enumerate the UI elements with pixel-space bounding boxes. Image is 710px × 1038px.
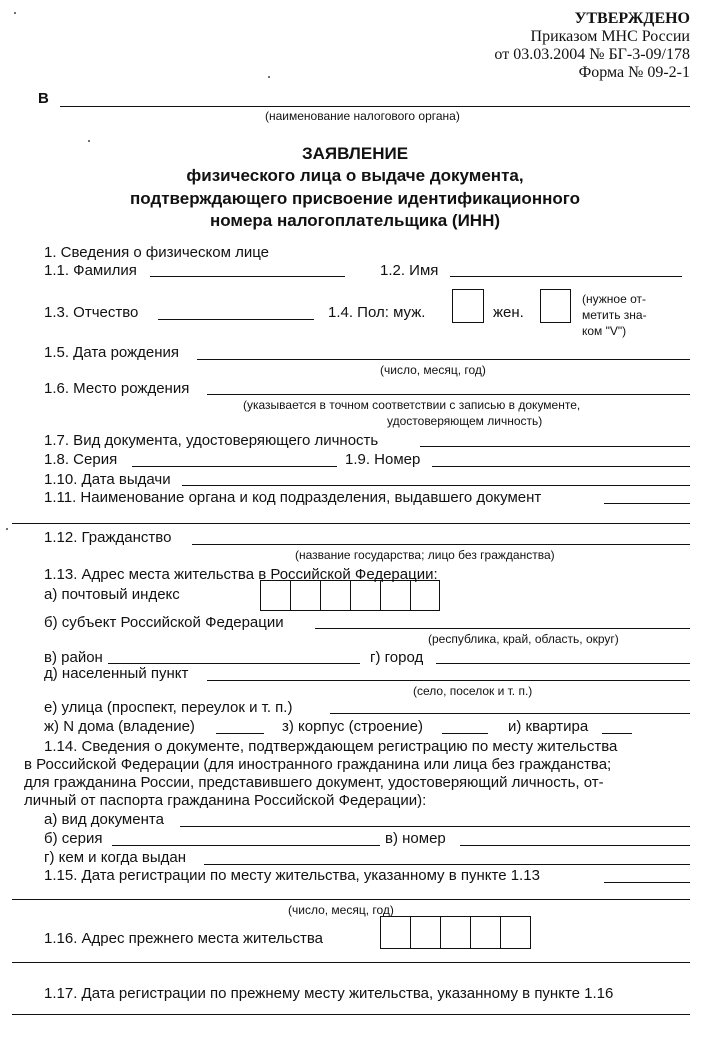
sex-note-1: (нужное от- <box>582 292 646 306</box>
district-field[interactable] <box>108 663 360 664</box>
house-label: ж) N дома (владение) <box>44 718 195 735</box>
prev-address-label: 1.16. Адрес прежнего места жительства <box>44 930 323 947</box>
sex-note-2: метить зна- <box>582 308 647 322</box>
reg-doc-number-field[interactable] <box>460 845 690 846</box>
sex-label: 1.4. Пол: муж. <box>328 304 426 321</box>
scan-speck <box>6 528 8 530</box>
flat-field[interactable] <box>602 733 632 734</box>
city-field[interactable] <box>436 663 690 664</box>
reg-doc-text-2: в Российской Федерации (для иностранного гражданина или лица без гражданства; <box>24 756 612 773</box>
prev-postcode-cell-divider <box>440 917 441 948</box>
locality-label: д) населенный пункт <box>44 665 189 682</box>
prev-reg-date-field[interactable] <box>12 1014 690 1015</box>
form-number: Форма № 09-2-1 <box>578 64 690 81</box>
building-label: з) корпус (строение) <box>282 718 423 735</box>
city-label: г) город <box>370 649 424 666</box>
number-label: 1.9. Номер <box>345 451 421 468</box>
series-label: 1.8. Серия <box>44 451 118 468</box>
building-field[interactable] <box>442 733 488 734</box>
citizenship-caption: (название государства; лицо без гражданства) <box>295 548 555 562</box>
document-subtitle-2: подтверждающего присвоение идентификационного <box>130 189 580 208</box>
document-subtitle-3: номера налогоплательщика (ИНН) <box>209 211 501 230</box>
address-title: 1.13. Адрес места жительства в Российской Федерации: <box>44 566 438 583</box>
issue-date-field[interactable] <box>182 485 690 486</box>
subject-field[interactable] <box>315 628 690 629</box>
postcode-cell-divider <box>410 581 411 610</box>
postcode-cell-divider <box>320 581 321 610</box>
document-title: ЗАЯВЛЕНИЕ <box>301 144 409 163</box>
house-field[interactable] <box>216 733 264 734</box>
female-checkbox[interactable] <box>540 289 571 323</box>
prev-address-field[interactable] <box>12 962 690 963</box>
female-label: жен. <box>493 304 524 321</box>
birth-date-field[interactable] <box>197 359 690 360</box>
approval-stamp: УТВЕРЖДЕНО <box>574 10 690 27</box>
subject-caption: (республика, край, область, округ) <box>428 632 619 646</box>
reg-doc-series-label: б) серия <box>44 830 103 847</box>
citizenship-label: 1.12. Гражданство <box>44 529 172 546</box>
reg-doc-text-3: для гражданина России, представившего документ, удостоверяющий личность, от- <box>24 774 604 791</box>
tax-authority-field[interactable] <box>60 106 690 107</box>
birth-place-caption-1: (указывается в точном соответствии с записью в документе, <box>243 398 581 412</box>
reg-date-field-cont[interactable] <box>12 899 690 900</box>
approval-order: Приказом МНС России <box>530 28 690 45</box>
issuer-field-cont[interactable] <box>12 523 690 524</box>
birth-place-field[interactable] <box>207 394 690 395</box>
subject-label: б) субъект Российской Федерации <box>44 614 284 631</box>
tax-authority-caption: (наименование налогового органа) <box>265 109 460 123</box>
number-field[interactable] <box>432 466 690 467</box>
birth-date-caption: (число, месяц, год) <box>380 363 486 377</box>
issue-date-label: 1.10. Дата выдачи <box>44 471 171 488</box>
prev-postcode-cell-divider <box>410 917 411 948</box>
reg-doc-issued-field[interactable] <box>204 864 690 865</box>
document-subtitle-1: физического лица о выдаче документа, <box>186 166 524 185</box>
street-field[interactable] <box>330 713 690 714</box>
prev-address-postcode-cells[interactable] <box>380 916 531 949</box>
recipient-prefix: В <box>38 90 49 107</box>
reg-doc-text-4: личный от паспорта гражданина Российской Федерации): <box>24 792 427 809</box>
scan-speck <box>268 76 270 78</box>
postcode-label: а) почтовый индекс <box>44 586 180 603</box>
name-label: 1.2. Имя <box>380 262 439 279</box>
reg-doc-type-field[interactable] <box>180 826 690 827</box>
reg-date-label: 1.15. Дата регистрации по месту жительства, указанному в пункте 1.13 <box>44 867 540 884</box>
name-field[interactable] <box>450 276 682 277</box>
birth-place-label: 1.6. Место рождения <box>44 380 190 397</box>
district-label: в) район <box>44 649 103 666</box>
issuer-label: 1.11. Наименование органа и код подразделения, выдавшего документ <box>44 489 542 506</box>
postcode-cell-divider <box>350 581 351 610</box>
postcode-cell-divider <box>290 581 291 610</box>
reg-doc-issued-label: г) кем и когда выдан <box>44 849 186 866</box>
reg-doc-series-field[interactable] <box>112 845 380 846</box>
reg-date-field[interactable] <box>604 882 690 883</box>
birth-place-caption-2: удостоверяющем личность) <box>387 414 543 428</box>
series-field[interactable] <box>132 466 337 467</box>
scan-speck <box>14 12 16 14</box>
flat-label: и) квартира <box>508 718 589 735</box>
prev-postcode-cell-divider <box>470 917 471 948</box>
reg-date-caption: (число, месяц, год) <box>288 903 394 917</box>
surname-field[interactable] <box>150 276 345 277</box>
id-doc-type-field[interactable] <box>420 446 690 447</box>
scan-speck <box>88 140 90 142</box>
id-doc-type-label: 1.7. Вид документа, удостоверяющего личность <box>44 432 379 449</box>
birth-date-label: 1.5. Дата рождения <box>44 344 179 361</box>
locality-field[interactable] <box>207 680 690 681</box>
prev-reg-date-label: 1.17. Дата регистрации по прежнему месту жительства, указанному в пункте 1.16 <box>44 985 614 1002</box>
male-checkbox[interactable] <box>452 289 484 323</box>
locality-caption: (село, поселок и т. п.) <box>413 684 533 698</box>
postcode-cells[interactable] <box>260 580 440 611</box>
approval-date: от 03.03.2004 № БГ-3-09/178 <box>494 46 690 63</box>
section-title: 1. Сведения о физическом лице <box>44 244 269 261</box>
reg-doc-type-label: а) вид документа <box>44 811 164 828</box>
street-label: е) улица (проспект, переулок и т. п.) <box>44 699 293 716</box>
patronymic-field[interactable] <box>158 319 314 320</box>
sex-note-3: ком "V") <box>582 324 627 338</box>
issuer-field[interactable] <box>604 503 690 504</box>
prev-postcode-cell-divider <box>500 917 501 948</box>
postcode-cell-divider <box>380 581 381 610</box>
surname-label: 1.1. Фамилия <box>44 262 137 279</box>
patronymic-label: 1.3. Отчество <box>44 304 139 321</box>
citizenship-field[interactable] <box>192 544 690 545</box>
reg-doc-number-label: в) номер <box>385 830 446 847</box>
reg-doc-text-1: 1.14. Сведения о документе, подтверждающем регистрацию по месту жительства <box>44 738 618 755</box>
